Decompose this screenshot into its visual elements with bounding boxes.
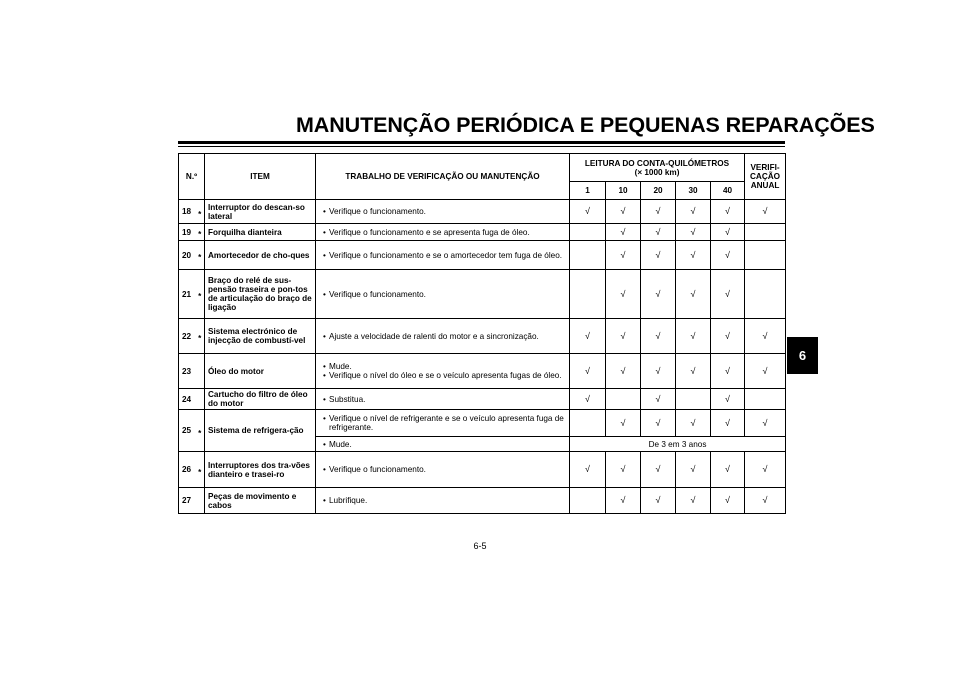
header-annual-line2: CAÇÃO: [750, 172, 781, 181]
work-step: • Verifique o funcionamento e se o amortecedor tem fuga de óleo.: [320, 251, 565, 260]
asterisk: *: [198, 230, 202, 239]
work-step: • Verifique o funcionamento.: [320, 290, 565, 299]
interval-check-cell: √: [676, 488, 711, 514]
annual-check-cell: √: [745, 488, 786, 514]
annual-check-cell: [745, 241, 786, 270]
interval-check-cell: √: [570, 389, 606, 410]
interval-check-cell: √: [711, 241, 745, 270]
interval-check-cell: √: [676, 354, 711, 389]
interval-check-cell: √: [641, 452, 676, 488]
header-work: TRABALHO DE VERIFICAÇÃO OU MANUTENÇÃO: [316, 154, 570, 200]
work-description: [316, 488, 570, 514]
header-km-20: 20: [641, 182, 676, 200]
row-number: 21: [179, 270, 196, 319]
interval-check-cell: √: [641, 319, 676, 354]
interval-check-cell: √: [711, 224, 745, 241]
maintenance-table: [178, 153, 786, 514]
row-number: 20: [179, 241, 196, 270]
row-number: 22: [179, 319, 196, 354]
interval-check-cell: √: [711, 200, 745, 224]
interval-check-cell: √: [676, 270, 711, 319]
interval-check-cell: [570, 224, 606, 241]
table-row: [179, 200, 786, 224]
work-step: • Mude.: [320, 362, 565, 371]
item-name: Sistema electrónico de injecção de combustí-vel: [205, 319, 316, 354]
interval-check-cell: √: [711, 319, 745, 354]
page-number: 6-5: [473, 541, 487, 551]
interval-check-cell: √: [570, 354, 606, 389]
work-description: [316, 270, 570, 319]
interval-span-cell: De 3 em 3 anos: [570, 437, 786, 452]
work-step: • Substitua.: [320, 395, 565, 404]
interval-check-cell: √: [676, 200, 711, 224]
item-name: Forquilha dianteira: [205, 224, 316, 241]
item-name: Braço do relé de sus-pensão traseira e pon-tos de articulação do braço de ligação: [205, 270, 316, 319]
work-description: [316, 200, 570, 224]
title-rule-thin: [178, 146, 785, 147]
table-row: [179, 389, 786, 410]
work-step: • Lubrifique.: [320, 496, 565, 505]
interval-check-cell: √: [641, 389, 676, 410]
interval-check-cell: √: [641, 270, 676, 319]
annual-check-cell: √: [745, 354, 786, 389]
dealer-service-mark: [196, 270, 205, 319]
interval-check-cell: [570, 410, 606, 437]
interval-check-cell: √: [606, 410, 641, 437]
table-row: [179, 488, 786, 514]
interval-check-cell: √: [606, 224, 641, 241]
dealer-service-mark: [196, 200, 205, 224]
interval-check-cell: √: [676, 241, 711, 270]
work-description: [316, 452, 570, 488]
annual-check-cell: √: [745, 200, 786, 224]
work-description: [316, 241, 570, 270]
header-km-40: 40: [711, 182, 745, 200]
header-annual-check: [745, 154, 786, 200]
header-odometer-line2: (× 1000 km): [634, 167, 680, 177]
interval-check-cell: [570, 241, 606, 270]
work-description: [316, 437, 570, 452]
interval-check-cell: √: [711, 488, 745, 514]
row-number: 23: [179, 354, 196, 389]
table-row: [179, 410, 786, 437]
interval-check-cell: √: [606, 354, 641, 389]
header-annual-line3: ANUAL: [750, 181, 780, 190]
table-row: [179, 452, 786, 488]
interval-check-cell: [570, 488, 606, 514]
table-row: [179, 241, 786, 270]
item-name: Interruptores dos tra-vões dianteiro e trasei-ro: [205, 452, 316, 488]
interval-check-cell: √: [711, 389, 745, 410]
header-km-10: 10: [606, 182, 641, 200]
item-name: Amortecedor de cho-ques: [205, 241, 316, 270]
work-description: [316, 410, 570, 437]
interval-check-cell: √: [641, 241, 676, 270]
interval-check-cell: √: [606, 241, 641, 270]
title-rule: [178, 141, 785, 144]
chapter-tab[interactable]: 6: [787, 337, 818, 374]
interval-check-cell: √: [711, 410, 745, 437]
item-name: Óleo do motor: [205, 354, 316, 389]
interval-check-cell: √: [641, 200, 676, 224]
interval-check-cell: √: [570, 200, 606, 224]
work-description: [316, 224, 570, 241]
work-step: • Mude.: [320, 440, 565, 449]
row-number: 18: [179, 200, 196, 224]
row-number: 27: [179, 488, 196, 514]
interval-check-cell: √: [711, 452, 745, 488]
interval-check-cell: √: [570, 452, 606, 488]
work-step: • Verifique o nível de refrigerante e se o veículo apresenta fuga de refrigerante.: [320, 414, 565, 432]
interval-check-cell: √: [711, 354, 745, 389]
interval-check-cell: [606, 389, 641, 410]
item-name: Interruptor do descan-so lateral: [205, 200, 316, 224]
interval-check-cell: √: [676, 319, 711, 354]
dealer-service-mark: [196, 354, 205, 389]
header-annual-line1: VERIFI-: [750, 163, 780, 172]
interval-check-cell: √: [676, 224, 711, 241]
interval-check-cell: √: [606, 270, 641, 319]
work-description: [316, 319, 570, 354]
interval-check-cell: √: [570, 319, 606, 354]
interval-check-cell: √: [606, 200, 641, 224]
interval-check-cell: √: [641, 410, 676, 437]
table-row: [179, 319, 786, 354]
work-step: • Ajuste a velocidade de ralenti do motor e a sincronização.: [320, 332, 565, 341]
interval-check-cell: √: [641, 224, 676, 241]
work-description: [316, 389, 570, 410]
interval-check-cell: √: [641, 354, 676, 389]
work-description: [316, 354, 570, 389]
dealer-service-mark: [196, 241, 205, 270]
header-km-30: 30: [676, 182, 711, 200]
asterisk: *: [198, 292, 202, 301]
work-step: • Verifique o funcionamento e se apresenta fuga de óleo.: [320, 228, 565, 237]
annual-check-cell: √: [745, 319, 786, 354]
table-row: [179, 224, 786, 241]
page-title: MANUTENÇÃO PERIÓDICA E PEQUENAS REPARAÇÕES: [296, 113, 875, 137]
table-row: [179, 270, 786, 319]
header-km-1: 1: [570, 182, 606, 200]
interval-check-cell: √: [606, 452, 641, 488]
item-name: Cartucho do filtro de óleo do motor: [205, 389, 316, 410]
asterisk: *: [198, 334, 202, 343]
asterisk: *: [198, 209, 202, 219]
header-item: ITEM: [205, 154, 316, 200]
table-row: [179, 354, 786, 389]
interval-check-cell: √: [676, 410, 711, 437]
interval-check-cell: √: [606, 488, 641, 514]
dealer-service-mark: [196, 389, 205, 410]
asterisk: *: [198, 467, 202, 477]
header-odometer: [570, 154, 745, 182]
work-step: • Verifique o funcionamento.: [320, 465, 565, 474]
asterisk: *: [198, 253, 202, 262]
header-odometer-line1: LEITURA DO CONTA-QUILÓMETROS: [584, 158, 730, 168]
dealer-service-mark: [196, 410, 205, 452]
item-name: Peças de movimento e cabos: [205, 488, 316, 514]
row-number: 19: [179, 224, 196, 241]
asterisk: *: [198, 428, 202, 438]
dealer-service-mark: [196, 224, 205, 241]
row-number: 26: [179, 452, 196, 488]
annual-check-cell: [745, 270, 786, 319]
row-number: 25: [179, 410, 196, 452]
annual-check-cell: √: [745, 452, 786, 488]
interval-check-cell: √: [641, 488, 676, 514]
annual-check-cell: [745, 389, 786, 410]
interval-check-cell: √: [711, 270, 745, 319]
interval-check-cell: [570, 270, 606, 319]
interval-check-cell: √: [606, 319, 641, 354]
interval-check-cell: [676, 389, 711, 410]
annual-check-cell: [745, 224, 786, 241]
item-name: Sistema de refrigera-ção: [205, 410, 316, 452]
header-no: N.º: [179, 154, 205, 200]
work-step: • Verifique o funcionamento.: [320, 207, 565, 216]
dealer-service-mark: [196, 488, 205, 514]
row-number: 24: [179, 389, 196, 410]
dealer-service-mark: [196, 452, 205, 488]
annual-check-cell: √: [745, 410, 786, 437]
interval-check-cell: √: [676, 452, 711, 488]
dealer-service-mark: [196, 319, 205, 354]
work-step: • Verifique o nível do óleo e se o veículo apresenta fugas de óleo.: [320, 371, 565, 380]
